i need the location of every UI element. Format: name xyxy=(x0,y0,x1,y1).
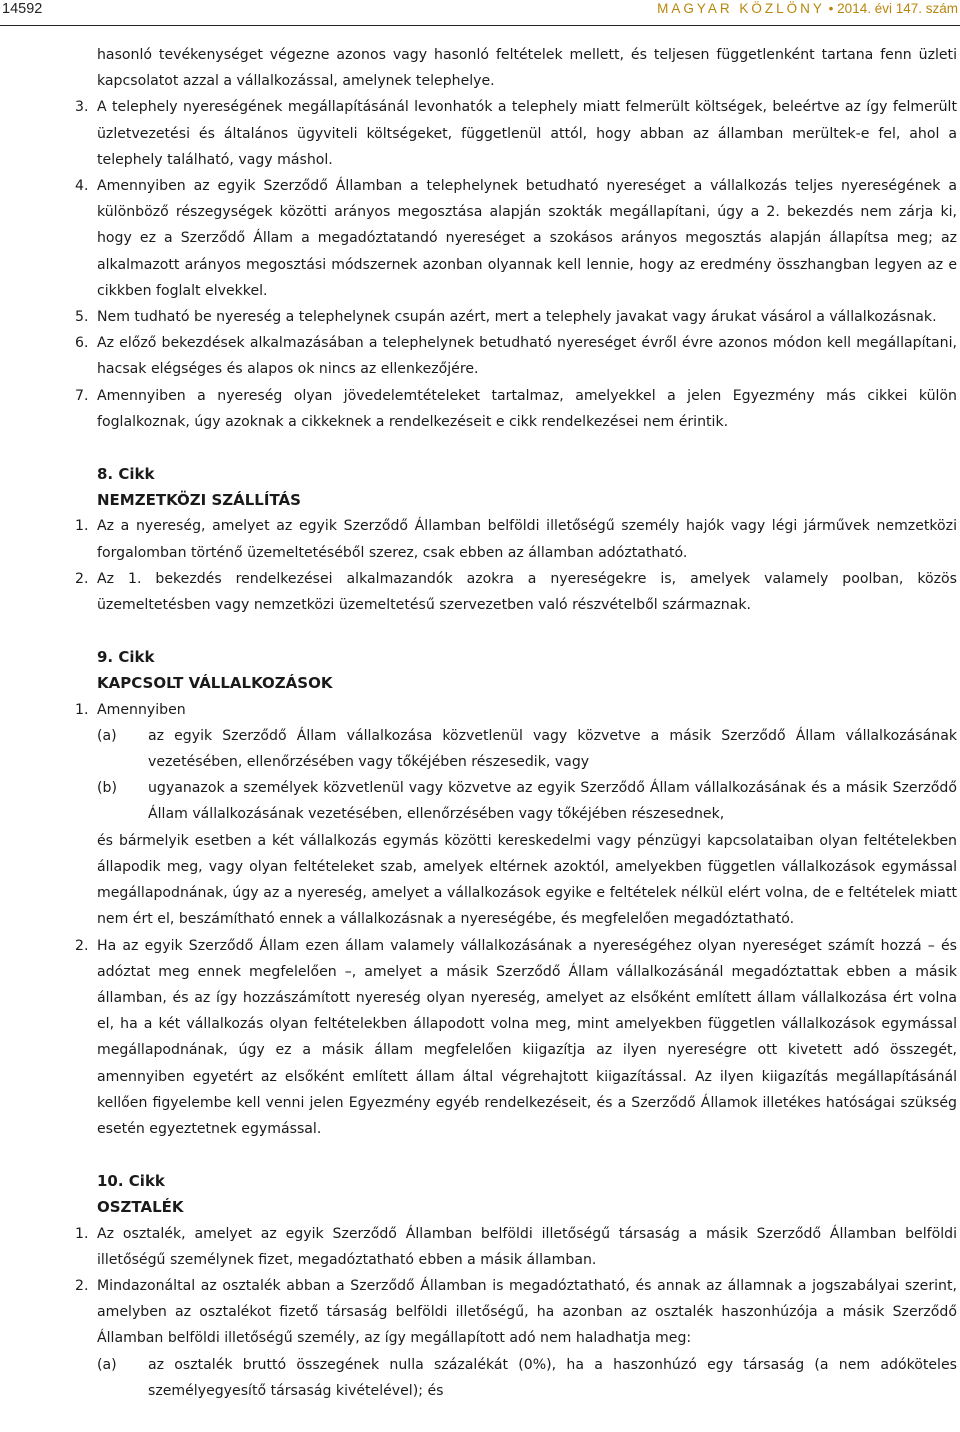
item-text: ugyanazok a személyek közvetlenül vagy közvetve az egyik Szerződő Állam vállalkozásának és a másik Szerződő Állam vállalkozásának vezetésében, ellenőrzésében vagy tőkéjében részesednek, xyxy=(148,780,957,823)
article8-paragraph-1 xyxy=(0,513,957,565)
paragraph-number: 1. xyxy=(75,1225,89,1242)
article7-paragraph-7 xyxy=(0,383,957,435)
intro-paragraph xyxy=(0,42,957,94)
article9-item-b xyxy=(0,775,957,827)
paragraph-text: Az 1. bekezdés rendelkezései alkalmazandók azokra a nyereségekre is, amelyek valamely poolban, közös üzemeltetésben vagy nemzetközi üzemeltetésű szervezetben való részvételből származnak. xyxy=(97,570,957,614)
article8-title: NEMZETKÖZI SZÁLLÍTÁS xyxy=(97,491,301,510)
article7-paragraph-5 xyxy=(0,304,957,330)
paragraph-text: Ha az egyik Szerződő Állam ezen állam valamely vállalkozásának a nyereségéhez olyan nyereséget számít hozzá – és adóztat meg ennek megfelelően –, amelyet a másik Szerződő Állam vállalkozásánál megadóztattak ebben a másik államban, és az így hozzászámított nyereség olyan nyereség, amelyet az elsőként említett állam vállalkozása ért volna el, ha a két vállalkozás olyan feltételekben állapodott volna meg, mint amelyekben független vállalkozások egymással megállapodnának, úgy ez a másik állam megfelelően kiigazítja az ilyen nyereségre ott kivetett adó összegét, amennyiben egyetért az elsőként említett állam által végrehajtott kiigazítással. Az ilyen kiigazítás megállapításánál kellően figyelembe kell venni jelen Egyezmény egyéb rendelkezéseit, és a Szerződő Államok illetékes hatóságai szükség esetén egyeztetnek egymással. xyxy=(97,937,957,1137)
paragraph-number: 2. xyxy=(75,570,89,587)
paragraph-text: A telephely nyereségének megállapításánál levonhatók a telephely miatt felmerült költségek, beleértve az így felmerült üzletvezetési és általános ügyviteli költségeket, függetlenül attól, hogy abban az államban merültek-e fel, ahol a telephely található, vagy máshol. xyxy=(97,99,957,168)
paragraph-number: 4. xyxy=(75,178,89,195)
section-gap xyxy=(0,1142,960,1168)
document-body xyxy=(0,42,960,1404)
paragraph-text: Az előző bekezdések alkalmazásában a telephelynek betudható nyereséget évről évre azonos módon kell megállapítani, hacsak elégséges és alapos ok nincs az ellenkezőjére. xyxy=(97,335,957,378)
item-label: (a) xyxy=(97,727,117,744)
header-bullet: • xyxy=(828,1,834,16)
article9-item-a xyxy=(0,723,957,775)
article9-paragraph-2 xyxy=(0,933,957,1143)
article10-number: 10. Cikk xyxy=(97,1172,165,1191)
item-label: (b) xyxy=(97,780,117,797)
page-number: 14592 xyxy=(2,1,43,17)
article10-paragraph-2 xyxy=(0,1273,957,1352)
article7-paragraph-3 xyxy=(0,94,957,173)
section-gap xyxy=(0,435,960,461)
paragraph-number: 6. xyxy=(75,335,89,352)
section-gap xyxy=(0,618,960,644)
article8-paragraph-2 xyxy=(0,566,957,618)
paragraph-number: 1. xyxy=(75,701,89,718)
item-label: (a) xyxy=(97,1356,117,1373)
paragraph-number: 3. xyxy=(75,99,89,116)
article10-paragraph-1 xyxy=(0,1221,957,1273)
page-header xyxy=(0,0,960,26)
paragraph-text: Amennyiben a nyereség olyan jövedelemtételeket tartalmaz, amelyekkel a jelen Egyezmény más cikkei külön foglalkoznak, úgy azoknak a cikkeknek a rendelkezéseit e cikk rendelkezései nem érintik. xyxy=(97,387,957,430)
header-rule xyxy=(0,25,960,26)
article8-number: 8. Cikk xyxy=(97,465,155,484)
paragraph-text: Amennyiben az egyik Szerződő Államban a telephelynek betudható nyereséget a vállalkozás teljes nyereségének a különböző részegységek közötti arányos megosztása alapján szokták megállapítani, úgy a 2. bekezdés nem zárja ki, hogy ez a Szerződő Állam a megadóztatandó nyereséget a szokásos arányos megosztás alapján állapítsa meg; az alkalmazott arányos megosztási módszernek azonban olyannak kell lennie, hogy az eredmény összhangban legyen az e cikkben foglalt elvekkel. xyxy=(97,178,957,299)
article9-paragraph-1-intro xyxy=(0,697,957,723)
article7-paragraph-6 xyxy=(0,330,957,382)
article9-title: KAPCSOLT VÁLLALKOZÁSOK xyxy=(97,674,333,693)
paragraph-number: 5. xyxy=(75,309,89,326)
item-text: az osztalék bruttó összegének nulla százalékát (0%), ha a haszonhúzó egy társaság (a nem adóköteles személyegyesítő társaság kivételével); és xyxy=(148,1356,957,1399)
paragraph-text: hasonló tevékenységet végezne azonos vagy hasonló feltételek mellett, és teljesen függetlenként tartana fenn üzleti kapcsolatot azzal a vállalkozással, amelynek telephelye. xyxy=(97,47,957,90)
journal-name: MAGYAR KÖZLÖNY xyxy=(657,1,825,16)
paragraph-number: 1. xyxy=(75,518,89,535)
article10-title: OSZTALÉK xyxy=(97,1198,184,1217)
item-text: az egyik Szerződő Állam vállalkozása közvetlenül vagy közvetve a másik Szerződő Állam vállalkozásának vezetésében, ellenőrzésében vagy tőkéjében részesedik, vagy xyxy=(148,727,957,771)
journal-issue: 2014. évi 147. szám xyxy=(837,1,958,16)
article7-paragraph-4 xyxy=(0,173,957,304)
journal-title xyxy=(657,1,958,16)
article9-number: 9. Cikk xyxy=(97,648,155,667)
article10-item-a xyxy=(0,1352,957,1404)
paragraph-text: Amennyiben xyxy=(97,701,186,718)
paragraph-number: 2. xyxy=(75,1277,89,1294)
paragraph-text: és bármelyik esetben a két vállalkozás egymás közötti kereskedelmi vagy pénzügyi kapcsolataiban olyan feltételekben állapodik meg, vagy olyan feltételeket szab, amelyek eltérnek azoktól, amelyekben független vállalkozások egymással megállapodnának, úgy az a nyereség, amelyet a vállalkozások egyike e feltételek nélkül elért volna, de e feltételek miatt nem ért el, beszámítható ennek a vállalkozásnak a nyereségébe, és megfelelően megadóztatható. xyxy=(97,832,957,928)
paragraph-text: Az osztalék, amelyet az egyik Szerződő Államban belföldi illetőségű társaság a másik Szerződő Államban belföldi illetőségű személynek fizet, megadóztatható ebben a másik államban. xyxy=(97,1225,957,1268)
paragraph-text: Nem tudható be nyereség a telephelynek csupán azért, mert a telephely javakat vagy árukat vásárol a vállalkozásnak. xyxy=(97,309,937,326)
paragraph-text: Mindazonáltal az osztalék abban a Szerződő Államban is megadóztatható, és annak az államnak a jogszabályai szerint, amelyben az osztalékot fizető társaság belföldi illetőségű, ha azonban az osztalék haszonhúzója a másik Szerződő Államban belföldi illetőségű személy, az így megállapított adó nem haladhatja meg: xyxy=(97,1277,957,1347)
paragraph-number: 2. xyxy=(75,937,89,954)
paragraph-number: 7. xyxy=(75,387,89,404)
paragraph-text: Az a nyereség, amelyet az egyik Szerződő Államban belföldi illetőségű személy hajók vagy légi járművek nemzetközi forgalomban történő üzemeltetéséből szerez, csak ebben az államban adóztatható. xyxy=(97,518,957,561)
article9-paragraph-1-continuation xyxy=(0,828,957,933)
